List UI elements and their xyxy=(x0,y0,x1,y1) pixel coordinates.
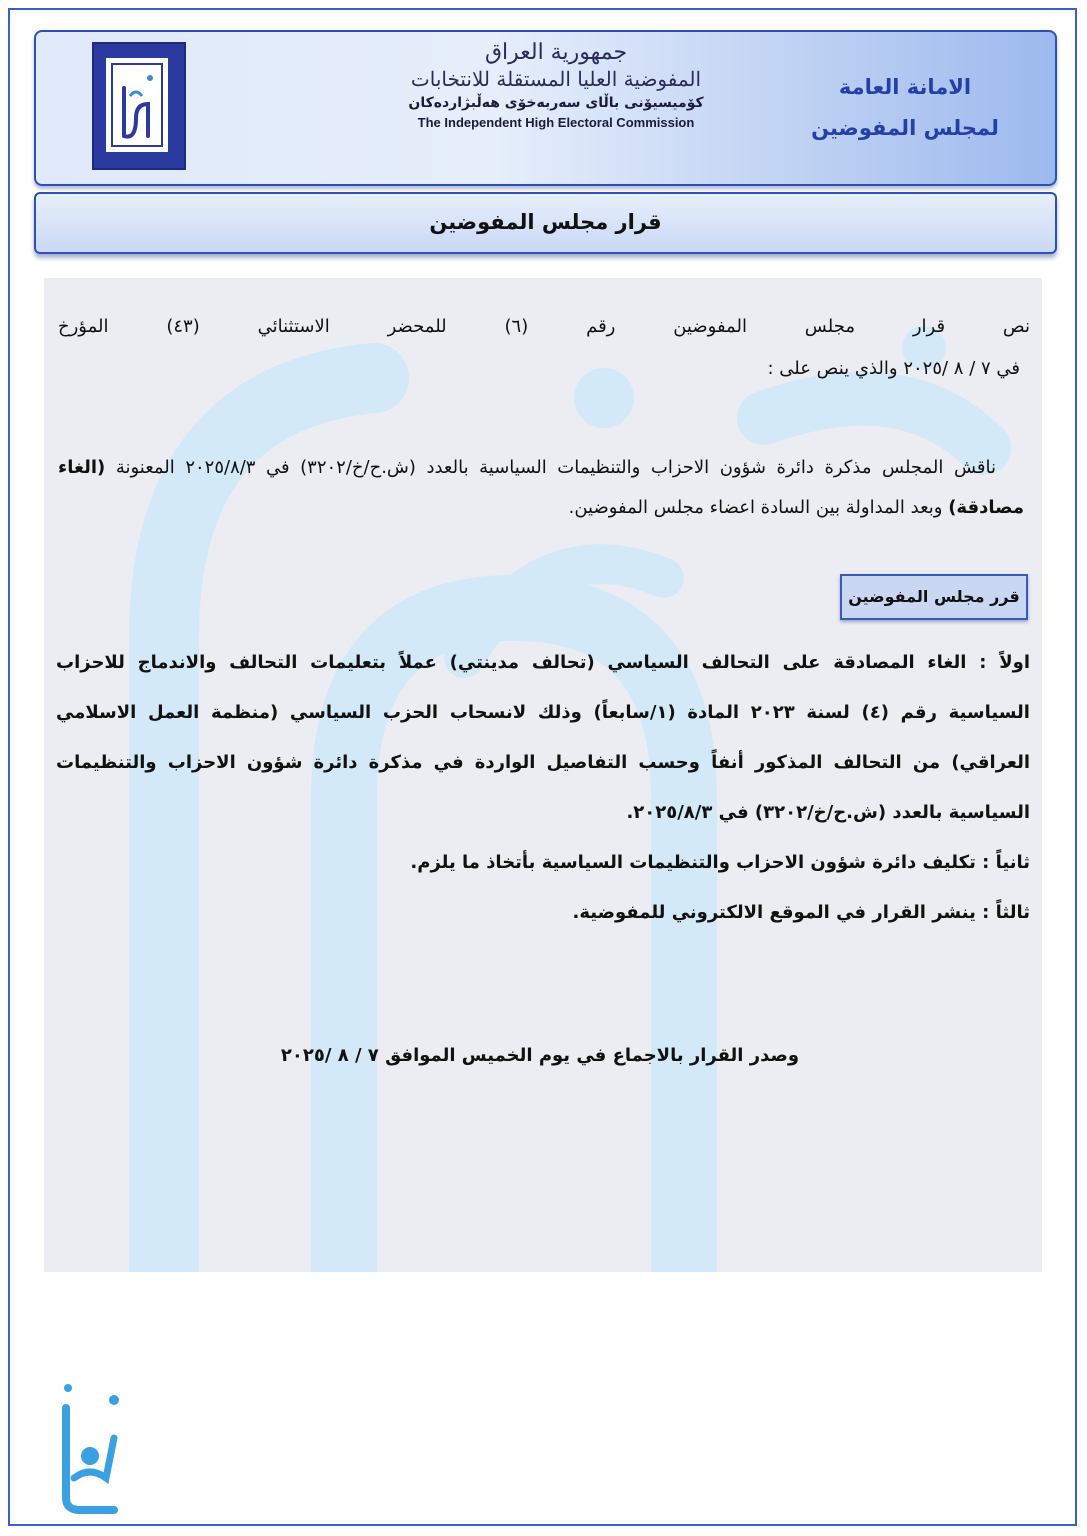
intro-line-1: نص قرار مجلس المفوضين رقم (٦) للمحضر الاستثنائي (٤٣) المؤرخ xyxy=(58,316,1030,337)
commission-english-name: The Independent High Electoral Commission xyxy=(417,115,695,130)
item-text: ينشر القرار في الموقع الالكتروني للمفوضية. xyxy=(572,902,976,923)
item-text: الغاء المصادقة على التحالف السياسي (تحالف مدينتي) عملاً بتعليمات التحالف والاندماج للاحزاب السياسية رقم (٤) لسنة ٢٠٢٣ المادة (١/سابعاً) وذلك لانسحاب الحزب السياسي (منظمة العمل الاسلامي العراقي) من التحالف المذكور أنفاً وحسب التفاصيل الواردة في مذكرة دائرة شؤون الاحزاب والتنظيمات السياسية بالعدد (ش.ح/خ/٣٢٠٢) في ٢٠٢٥/٨/٣. xyxy=(56,652,1030,823)
decision-title: قرار مجلس المفوضين xyxy=(429,210,662,234)
discussion-paragraph xyxy=(58,448,1024,528)
item-label: اولاً : xyxy=(979,652,1030,673)
intro-paragraph xyxy=(58,306,1030,390)
closing-statement: وصدر القرار بالاجماع في يوم الخميس الموافق ٧ / ٨ /٢٠٢٥ xyxy=(280,1045,800,1066)
item-label: ثالثاً : xyxy=(982,902,1030,923)
discussion-text: ناقش المجلس مذكرة دائرة شؤون الاحزاب والتنظيمات السياسية بالعدد (ش.ح/خ/٣٢٠٢) في ٢٠٢٥/٨/٣ المعنونة xyxy=(105,457,996,478)
footer-logo-icon xyxy=(54,1378,134,1518)
commission-arabic-name: المفوضية العليا المستقلة للانتخابات xyxy=(410,67,702,91)
ihec-logo-mark xyxy=(106,58,168,152)
republic-of-iraq-text: جمهورية العراق xyxy=(484,40,628,65)
council-decided-heading: قرر مجلس المفوضين xyxy=(840,574,1028,620)
decision-items xyxy=(56,638,1030,938)
letterhead-banner xyxy=(34,30,1057,186)
secretariat-line-1: الامانة العامة xyxy=(838,75,972,99)
commission-kurdish-name: كۆمیسیۆنی باڵای سەربەخۆی هەڵبژاردەکان xyxy=(408,95,704,111)
item-label: ثانياً : xyxy=(982,852,1030,873)
secretariat-line-2: لمجلس المفوضين xyxy=(811,116,999,140)
discussion-text-end: وبعد المداولة بين السادة اعضاء مجلس المفوضين. xyxy=(568,497,949,518)
secretariat-label xyxy=(805,62,1005,152)
item-text: تكليف دائرة شؤون الاحزاب والتنظيمات السياسية بأتخاذ ما يلزم. xyxy=(410,852,976,873)
intro-line-2: في ٧ / ٨ /٢٠٢٥ والذي ينص على : xyxy=(767,358,1020,379)
discussion-bold-title: (الغاء مصادقة) xyxy=(58,457,1024,518)
ihec-logo xyxy=(92,42,186,170)
decision-item-1 xyxy=(56,638,1030,838)
commission-title xyxy=(396,40,716,132)
decision-title-bar xyxy=(34,192,1057,254)
decision-item-3 xyxy=(56,888,1030,938)
decision-item-2 xyxy=(56,838,1030,888)
